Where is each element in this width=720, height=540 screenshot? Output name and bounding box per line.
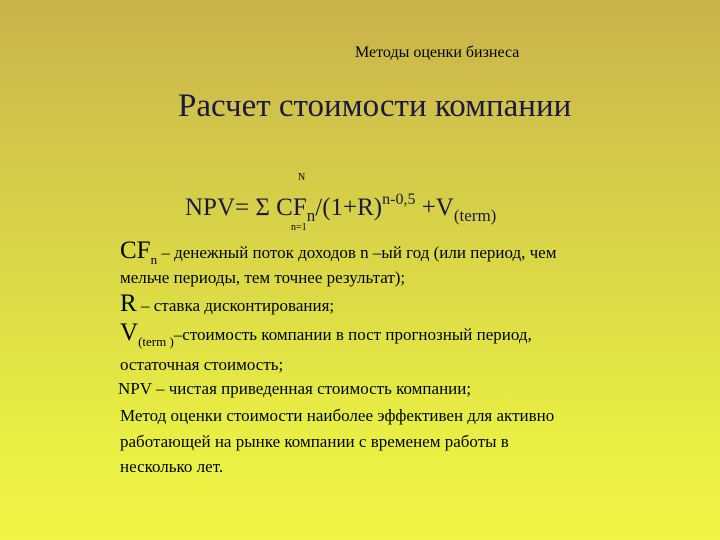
slide-subtitle: Методы оценки бизнеса [355,44,520,61]
sum-lower-limit: n=1 [291,222,307,233]
method-line-2: работающей на рынке компании с временем работы в [120,432,509,451]
slide-title: Расчет стоимости компании [178,88,572,124]
cf-subscript: n [150,252,158,267]
r-text: – ставка дисконтирования; [136,296,335,315]
method-line-1: Метод оценки стоимости наиболее эффективен для активно [120,406,555,425]
v-text: –стоимость компании в пост прогнозный период, [173,325,532,344]
v-subscript: (term ) [138,334,174,349]
cf-text: – денежный поток доходов n –ый год (или период, чем [157,243,557,262]
v-definition [120,319,532,350]
v-symbol: V [120,319,139,346]
formula-exponent: n-0,5 [382,191,416,208]
r-definition [120,290,334,318]
formula-term-subscript: (term) [453,206,497,225]
cf-definition-cont: мельче периоды, тем точнее результат); [120,268,406,287]
cf-definition [120,237,556,268]
formula-npv-sum-cf: NPV= Σ CF [185,194,307,221]
method-line-3: несколько лет. [120,457,224,476]
r-symbol: R [120,290,137,317]
v-definition-cont: остаточная стоимость; [120,355,284,374]
formula-discount: /(1+R) [315,194,383,221]
npv-formula [185,191,496,226]
sum-upper-limit: N [298,172,306,183]
formula-plus-v: +V [415,194,454,221]
formula-cf-subscript: n [306,206,316,225]
npv-definition: NPV – чистая приведенная стоимость компании; [118,379,472,398]
cf-symbol: CF [120,237,151,264]
